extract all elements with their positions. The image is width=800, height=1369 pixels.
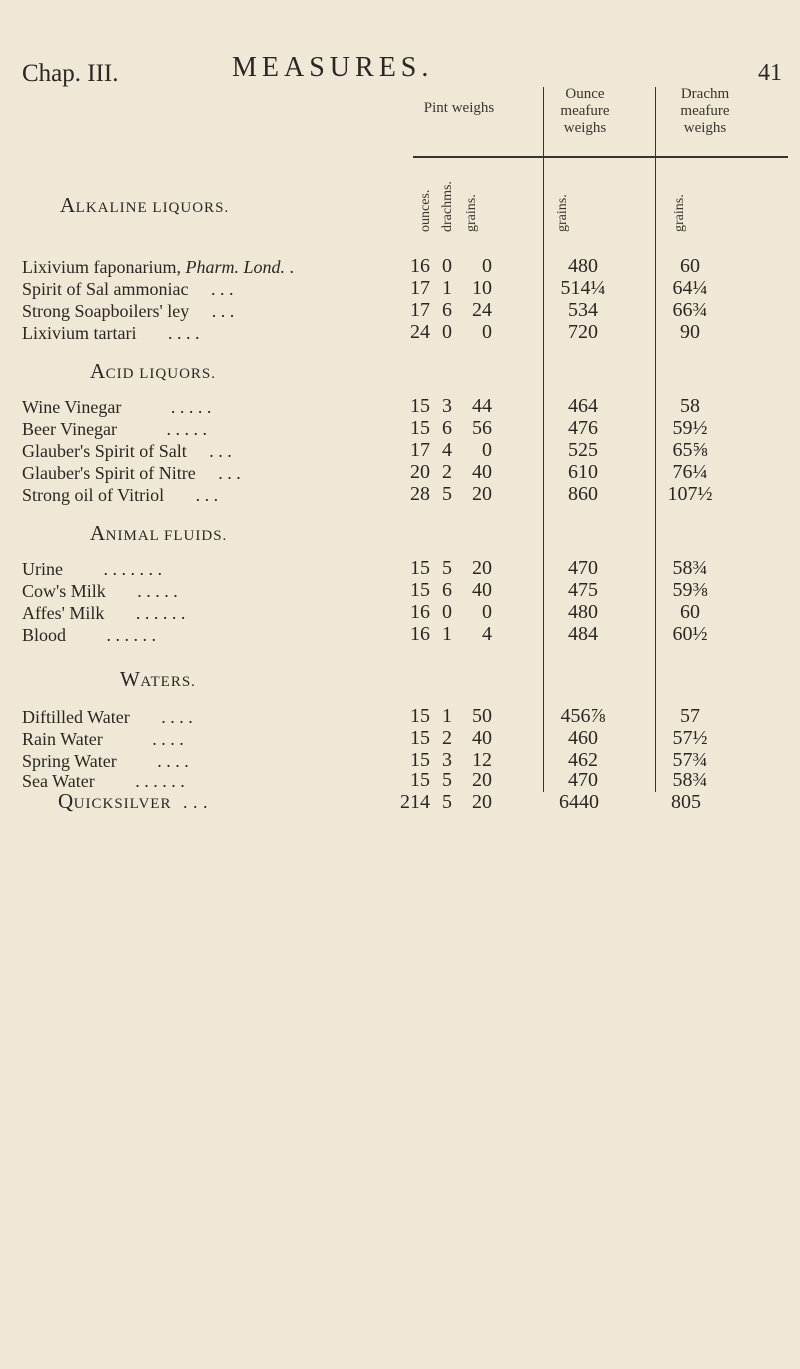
drachm-measure-value: 57½ [672, 727, 708, 749]
grains-value: 20 [472, 791, 492, 813]
drachms-value: 5 [442, 769, 452, 791]
grains-value: 50 [472, 705, 492, 727]
leaders: . . . . [152, 729, 184, 749]
ounces-value: 15 [410, 417, 430, 439]
ounces-value: 214 [400, 791, 430, 813]
leaders: . . . [182, 792, 208, 812]
drachm-measure-value: 107½ [667, 483, 713, 505]
drachm-measure-value: 59½ [672, 417, 708, 439]
column-divider [655, 157, 656, 792]
drachms-value: 5 [442, 483, 452, 505]
row-name: Sea Water [22, 771, 95, 791]
drachms-value: 3 [442, 395, 452, 417]
drachms-value: 3 [442, 749, 452, 771]
drachm-measure-value: 805 [671, 791, 701, 813]
drachms-value: 0 [442, 601, 452, 623]
leaders: . . . . . . . [103, 559, 162, 579]
grains-value: 20 [472, 557, 492, 579]
drachm-header: Drachm meafure weighs [680, 86, 730, 136]
drachms-value: 6 [442, 579, 452, 601]
ounces-value: 15 [410, 395, 430, 417]
drachm-measure-value: 60½ [672, 623, 708, 645]
leaders: . . . . [157, 751, 189, 771]
row-name: Cow's Milk [22, 581, 106, 601]
ounces-value: 15 [410, 769, 430, 791]
drachms-value: 1 [442, 277, 452, 299]
drachms-value: 4 [442, 439, 452, 461]
ounce-measure-value: 470 [568, 769, 598, 791]
grains-value: 0 [482, 439, 492, 461]
row-name: Lixivium tartari [22, 323, 137, 343]
leaders: . . . [195, 485, 219, 505]
grains-value: 40 [472, 461, 492, 483]
drachms-value: 6 [442, 299, 452, 321]
drachms-value: 2 [442, 461, 452, 483]
row-name: Glauber's Spirit of Nitre [22, 463, 196, 483]
ounce-measure-value: 514¼ [560, 277, 606, 299]
ounce-measure-value: 456⅞ [560, 705, 606, 727]
unit-grains: grains. [555, 194, 570, 232]
section-heading: ALKALINE LIQUORS. [60, 193, 230, 217]
ounces-value: 16 [410, 623, 430, 645]
ounce-measure-value: 470 [568, 557, 598, 579]
grains-value: 0 [482, 255, 492, 277]
grains-value: 4 [482, 623, 492, 645]
row-name: Beer Vinegar [22, 419, 118, 439]
section-heading: ANIMAL FLUIDS. [90, 521, 228, 545]
ounces-value: 24 [410, 321, 430, 343]
grains-value: 40 [472, 579, 492, 601]
row-name: Rain Water [22, 729, 103, 749]
ounces-value: 15 [410, 727, 430, 749]
drachms-value: 2 [442, 727, 452, 749]
row-name: Affes' Milk [22, 603, 105, 623]
row-name: Diftilled Water [22, 707, 130, 727]
ounces-value: 15 [410, 557, 430, 579]
column-divider [543, 157, 544, 792]
leaders: . [284, 257, 294, 277]
ounce-measure-value: 525 [568, 439, 598, 461]
grains-value: 20 [472, 483, 492, 505]
drachm-measure-value: 66¾ [672, 299, 708, 321]
row-name-rest: UICKSILVER [73, 796, 172, 812]
ounces-value: 15 [410, 705, 430, 727]
drachm-measure-value: 58¾ [672, 557, 708, 579]
grains-value: 10 [472, 277, 492, 299]
header-rule [413, 156, 788, 158]
drachm-measure-value: 60 [680, 601, 700, 623]
drachms-value: 0 [442, 321, 452, 343]
leaders: . . . . . . [135, 771, 185, 791]
ounce-measure-value: 475 [568, 579, 598, 601]
ounce-measure-value: 534 [568, 299, 598, 321]
leaders: . . . . . [166, 419, 208, 439]
row-name: Blood [22, 625, 67, 645]
grains-value: 56 [472, 417, 492, 439]
column-divider [543, 87, 544, 157]
drachm-measure-value: 59⅜ [672, 579, 708, 601]
ounce-measure-value: 464 [568, 395, 598, 417]
leaders: . . . [210, 279, 234, 299]
row-name: Lixivium faponarium, [22, 257, 186, 277]
leaders: . . . . [161, 707, 193, 727]
unit-ounces: ounces. [418, 189, 433, 232]
row-name: Strong oil of Vitriol [22, 485, 165, 505]
leaders: . . . [218, 463, 241, 483]
ounce-measure-value: 6440 [559, 791, 599, 813]
ounces-value: 17 [410, 439, 430, 461]
ounces-value: 16 [410, 255, 430, 277]
ounce-measure-value: 460 [568, 727, 598, 749]
ounce-measure-value: 480 [568, 601, 598, 623]
leaders: . . . . . . [106, 625, 157, 645]
leaders: . . . . . [137, 581, 178, 601]
drachm-measure-value: 58 [680, 395, 700, 417]
section-heading: ACID LIQUORS. [90, 359, 217, 383]
drachm-measure-value: 64¼ [672, 277, 708, 299]
row-name: Wine Vinegar [22, 397, 122, 417]
leaders: . . . [211, 301, 235, 321]
pint-header: Pint weighs [423, 100, 495, 116]
ounces-value: 28 [410, 483, 430, 505]
drachm-measure-value: 65⅝ [672, 439, 708, 461]
row-name: Urine [22, 559, 63, 579]
chapter-label: Chap. III. [22, 60, 119, 87]
drachm-measure-value: 58¾ [672, 769, 708, 791]
row-name: Q [58, 789, 74, 813]
row-name: Spirit of Sal ammoniac [22, 279, 189, 299]
unit-grains: grains. [464, 194, 479, 232]
unit-grains: grains. [672, 194, 687, 232]
ounce-measure-value: 720 [568, 321, 598, 343]
grains-value: 0 [482, 601, 492, 623]
drachm-measure-value: 76¼ [672, 461, 708, 483]
leaders: . . . . . . [135, 603, 186, 623]
ounce-measure-value: 462 [568, 749, 598, 771]
section-heading: WATERS. [120, 667, 196, 691]
grains-value: 12 [472, 749, 492, 771]
leaders: . . . . . [170, 397, 212, 417]
row-name: Glauber's Spirit of Salt [22, 441, 187, 461]
ounce-measure-value: 860 [568, 483, 598, 505]
page-title: MEASURES. [232, 52, 434, 83]
drachms-value: 5 [442, 791, 452, 813]
row-name: Strong Soapboilers' ley [22, 301, 190, 321]
ounce-measure-value: 476 [568, 417, 598, 439]
grains-value: 24 [472, 299, 492, 321]
column-divider [655, 87, 656, 157]
grains-value: 0 [482, 321, 492, 343]
drachms-value: 5 [442, 557, 452, 579]
page-number: 41 [758, 60, 782, 86]
ounces-value: 15 [410, 749, 430, 771]
grains-value: 44 [472, 395, 492, 417]
ounce-header: Ounce meafure weighs [560, 86, 610, 136]
drachm-measure-value: 57 [680, 705, 700, 727]
drachms-value: 1 [442, 705, 452, 727]
row-name: Spring Water [22, 751, 117, 771]
leaders: . . . . [167, 323, 200, 343]
ounces-value: 17 [410, 299, 430, 321]
drachms-value: 6 [442, 417, 452, 439]
ounce-measure-value: 480 [568, 255, 598, 277]
unit-drachms: drachms. [440, 181, 455, 232]
ounce-measure-value: 484 [568, 623, 598, 645]
leaders: . . . [209, 441, 232, 461]
ounce-measure-value: 610 [568, 461, 598, 483]
grains-value: 20 [472, 769, 492, 791]
drachm-measure-value: 57¾ [672, 749, 708, 771]
row-name-italic: Pharm. Lond. [185, 257, 285, 277]
drachms-value: 0 [442, 255, 452, 277]
ounces-value: 15 [410, 579, 430, 601]
grains-value: 40 [472, 727, 492, 749]
drachm-measure-value: 60 [680, 255, 700, 277]
ounces-value: 20 [410, 461, 430, 483]
drachm-measure-value: 90 [680, 321, 700, 343]
ounces-value: 16 [410, 601, 430, 623]
drachms-value: 1 [442, 623, 452, 645]
ounces-value: 17 [410, 277, 430, 299]
